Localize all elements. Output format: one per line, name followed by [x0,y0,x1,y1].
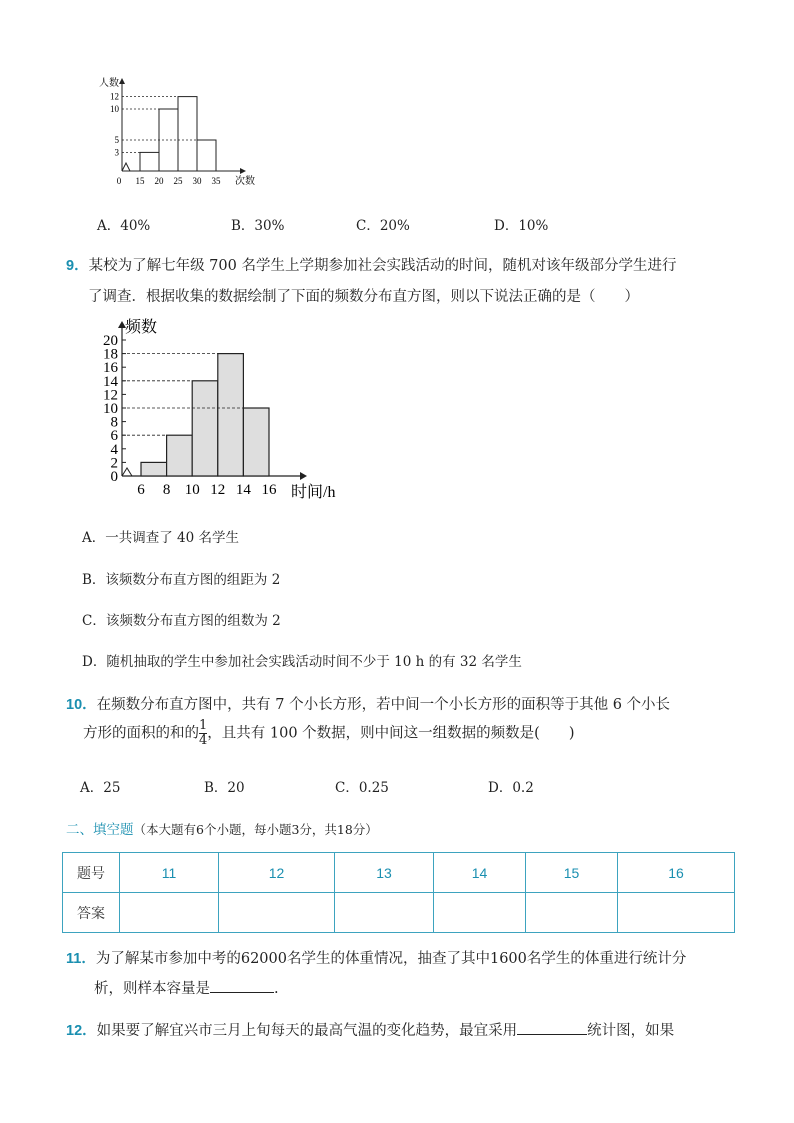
chart2-xtick-label: 12 [210,482,226,498]
answer-cell-16[interactable] [618,893,735,933]
answer-table-header-number: 题号 [63,853,120,893]
chart2-ytick-label: 4 [110,441,118,458]
q10-stem-line1 [66,693,670,714]
chart2-ytick-label: 10 [103,401,118,417]
chart1-plot [110,78,246,186]
q9-option-b[interactable]: B．该频数分布直方图的组距为 2 [82,572,281,588]
chart2-plot [103,318,335,501]
q10-text-1: 在频数分布直方图中，共有 7 个小长方形，若中间一个小长方形的面积等于其他 6 个小长 [96,697,671,713]
q10-frac-num: 1 [199,718,208,733]
chart1-x-arrow [240,168,246,174]
q11-number: 11． [66,951,96,967]
chart2-xtick-label: 6 [137,482,145,498]
chart2-axis-break [122,468,141,476]
q8-option-a[interactable]: A．40% [97,218,151,234]
answer-cell-13[interactable] [335,893,434,933]
q11-text-2a: 析，则样本容量是 [94,981,210,997]
chart2-xtick-label: 8 [162,482,171,498]
q10-stem-line2 [83,719,575,748]
answer-cell-14[interactable] [434,893,526,933]
chart1-xtick-label: 20 [154,176,164,186]
answer-table-num-15: 15 [526,853,618,893]
answer-table-num-16: 16 [618,853,735,893]
chart2-ytick-label: 8 [110,414,118,431]
q9-number: 9． [66,258,89,274]
answer-table [62,852,735,933]
q11-stem-line1 [66,947,686,968]
chart2-ytick-label: 14 [103,373,118,390]
q12-answer-blank[interactable] [517,1020,587,1035]
chart1-xtick-label: 25 [173,176,183,186]
chart1-bar [140,152,159,171]
chart2-bar [141,462,167,476]
q9-stem-line1 [66,254,676,275]
q10-option-a[interactable]: A．25 [80,780,121,796]
chart1-ytick-label: 3 [114,147,119,158]
q11-text-1: 为了解某市参加中考的62000名学生的体重情况，抽查了其中1600名学生的体重进行统计分 [95,951,687,967]
section2-heading [66,818,378,838]
chart1-y-arrow [119,78,125,84]
answer-table-header-answer: 答案 [63,893,120,933]
q10-text-2b: ，且共有 100 个数据，则中间这一组数据的频数是( ) [207,725,575,742]
chart2-xlabel: 时间/h [291,484,336,501]
chart2-bar [167,435,193,476]
chart1-bar [197,140,216,171]
q8-option-d[interactable]: D．10% [494,218,549,234]
chart2-ytick-label: 2 [110,455,118,472]
chart2-ytick-label: 6 [110,428,118,445]
q10-option-c[interactable]: C．0.25 [335,780,389,796]
histogram-chart-1 [95,70,270,190]
chart2-ytick-label: 12 [103,387,118,404]
answer-table-number-row [63,853,735,893]
answer-table-num-12: 12 [219,853,335,893]
q8-option-b[interactable]: B．30% [231,218,285,234]
q8-option-c[interactable]: C．20% [356,218,410,234]
chart2-ylabel: 频数 [125,319,158,336]
chart1-xtick-label: 35 [211,176,221,186]
answer-cell-15[interactable] [526,893,618,933]
q10-text-2a: 方形的面积的和的 [83,725,199,742]
q11-text-2b: . [274,981,279,997]
q10-number: 10． [66,697,97,713]
answer-table-num-13: 13 [335,853,434,893]
chart1-axis-break [122,163,140,171]
chart1-ytick-label: 10 [110,104,119,114]
chart2-bar [243,408,269,476]
q9-option-a[interactable]: A．一共调查了 40 名学生 [82,530,240,546]
answer-table-num-14: 14 [434,853,526,893]
q12-number: 12． [66,1023,97,1039]
q12-text-1a: 如果要了解宜兴市三月上旬每天的最高气温的变化趋势，最宜采用 [96,1023,518,1039]
chart2-ytick-label: 0 [110,469,118,485]
answer-table-answer-row [63,893,735,933]
q10-option-d[interactable]: D．0.2 [488,780,534,796]
chart2-ytick-label: 20 [103,333,118,349]
chart1-ytick-label: 12 [110,91,119,102]
chart2-ytick-label: 16 [103,360,118,377]
section2-title: 二、填空题 [66,822,134,837]
answer-cell-12[interactable] [219,893,335,933]
chart1-ylabel: 人数 [99,78,119,89]
chart2-ytick-label: 18 [103,346,118,363]
q11-stem-line2 [94,977,279,998]
chart2-bar [192,381,218,476]
q10-option-b[interactable]: B．20 [204,780,245,796]
q12-stem-line1 [66,1019,674,1040]
chart1-xtick-label: 30 [192,176,202,186]
chart1-xtick-label: 0 [116,176,122,186]
chart2-bar [218,354,244,476]
chart1-bar [178,97,197,171]
chart1-xlabel: 次数 [235,176,255,187]
q11-answer-blank[interactable] [210,978,274,993]
q9-text-1: 某校为了解七年级 700 名学生上学期参加社会实践活动的时间，随机对该年级部分学生进行 [88,258,677,274]
chart1-xtick-label: 15 [135,176,145,186]
section2-note: （本大题有6个小题，每小题3分，共18分） [133,822,378,837]
answer-cell-11[interactable] [120,893,219,933]
q9-stem-line2: 了调查．根据收集的数据绘制了下面的频数分布直方图，则以下说法正确的是（ ） [88,289,639,305]
answer-table-num-11: 11 [120,853,219,893]
q9-option-c[interactable]: C．该频数分布直方图的组数为 2 [82,613,281,629]
q12-text-1b: 统计图，如果 [587,1023,675,1039]
histogram-chart-2 [95,318,355,503]
chart2-xtick-label: 14 [235,482,251,498]
chart2-x-arrow [300,472,307,480]
chart2-xtick-label: 10 [184,482,200,498]
chart2-xtick-label: 16 [261,482,277,498]
q9-option-d[interactable]: D．随机抽取的学生中参加社会实践活动时间不少于 10 h 的有 32 名学生 [82,654,522,670]
q10-frac-den: 4 [199,733,208,748]
chart1-ytick-label: 5 [114,135,119,145]
